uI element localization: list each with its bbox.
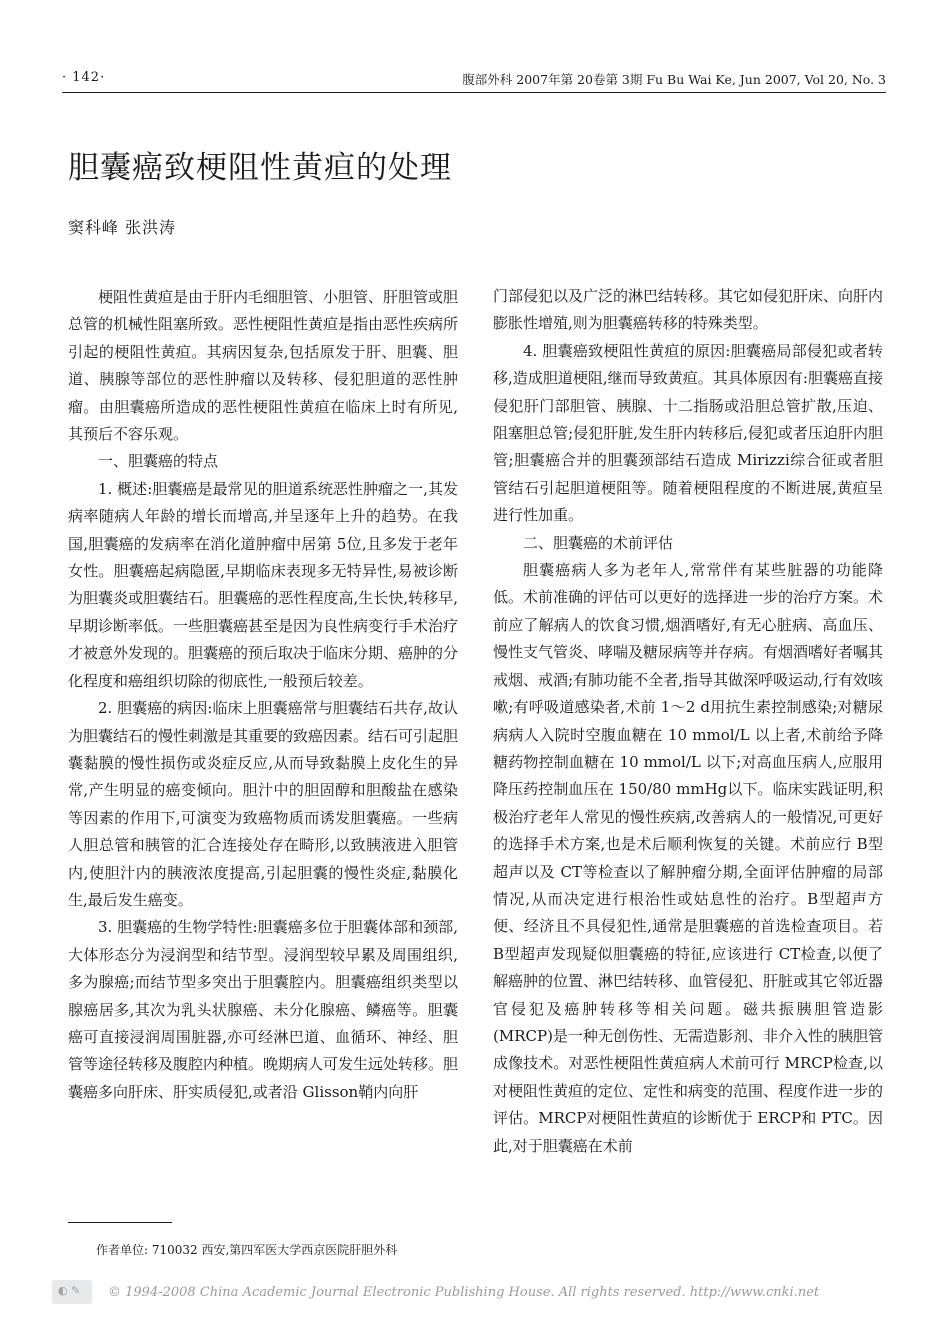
paragraph: 3. 胆囊癌的生物学特性:胆囊癌多位于胆囊体部和颈部,大体形态分为浸润型和结节型。浸润型较早累及周围组织,多为腺癌;而结节型多突出于胆囊腔内。胆囊癌组织类型以腺癌居多,其次为乳头状腺癌、未分化腺癌、鳞癌等。胆囊癌可直接浸润周围脏器,亦可经淋巴道、血循环、神经、胆管等途径转移及腹腔内种植。晚期病人可发生远处转移。胆囊癌多向肝床、肝实质侵犯,或者沿 Glisson鞘内向肝 bbox=[68, 918, 459, 1101]
paragraph: 门部侵犯以及广泛的淋巴结转移。其它如侵犯肝床、向肝内膨胀性增殖,则为胆囊癌转移的特殊类型。 bbox=[493, 287, 884, 333]
paragraph: 2. 胆囊癌的病因:临床上胆囊癌常与胆囊结石共存,故认为胆囊结石的慢性刺激是其重要的致癌因素。结石可引起胆囊黏膜的慢性损伤或炎症反应,从而导致黏膜上皮化生的异常,产生明显的癌变倾向。胆汁中的胆固醇和胆酸盐在感染等因素的作用下,可演变为致癌物质而诱发胆囊癌。一些病人胆总管和胰管的汇合连接处存在畸形,以致胰液进入胆管内,使胆汁内的胰液浓度提高,引起胆囊的慢性炎症,黏膜化生,最后发生癌变。 bbox=[68, 699, 459, 909]
copyright-footer[interactable]: © 1994-2008 China Academic Journal Electronic Publishing House. All rights reserved. http://www.cnki.net bbox=[108, 1285, 820, 1300]
paragraph: 1. 概述:胆囊癌是最常见的胆道系统恶性肿瘤之一,其发病率随病人年龄的增长而增高,并呈逐年上升的趋势。在我国,胆囊癌的发病率在消化道肿瘤中居第 5位,且多发于老年女性。胆囊癌起病隐匿,早期临床表现多无特异性,易被诊断为胆囊炎或胆囊结石。胆囊癌的恶性程度高,生长快,转移早,早期诊断率低。一些胆囊癌甚至是因为良性病变行手术治疗才被意外发现的。胆囊癌的预后取决于临床分期、癌肿的分化程度和癌组织切除的彻底性,一般预后较差。 bbox=[68, 479, 459, 690]
header-divider bbox=[62, 92, 886, 93]
right-column bbox=[493, 283, 883, 1160]
paragraph: 胆囊癌病人多为老年人,常常伴有某些脏器的功能降低。术前准确的评估可以更好的选择进一步的治疗方案。术前应了解病人的饮食习惯,烟酒嗜好,有无心脏病、高血压、慢性支气管炎、哮喘及糖尿病等并存病。有烟酒嗜好者嘱其戒烟、戒酒;有肺功能不全者,指导其做深呼吸运动,行有效咳嗽;有呼吸道感染者,术前 1～2 d用抗生素控制感染;对糖尿病病人入院时空腹血糖在 10 mmol/L 以上者,术前给予降糖药物控制血糖在 10 mmol/L 以下;对高血压病人,应服用降压药控制血压在 150/80 mmHg以下。临床实践证明,积极治疗老年人常见的慢性疾病,改善病人的一般情况,可更好的选择手术方案,也是术后顺利恢复的关键。术前应行 B型超声以及 CT等检查以了解肿瘤分期,全面评估肿瘤的局部情况,从而决定进行根治性或姑息性的治疗。B型超声方便、经济且不具侵犯性,通常是胆囊癌的首选检查项目。若 B型超声发现疑似胆囊癌的特征,应该进行 CT检查,以便了解癌肿的位置、淋巴结转移、血管侵犯、肝脏或其它邻近器官侵犯及癌肿转移等相关问题。磁共振胰胆管造影 (MRCP)是一种无创伤性、无需造影剂、非介入性的胰胆管成像技术。对恶性梗阻性黄疸病人术前可行 MRCP检查,以对梗阻性黄疸的定位、定性和病变的范围、程度作进一步的评估。MRCP对梗阻性黄疸的诊断优于 ERCP和 PTC。因此,对于胆囊癌在术前 bbox=[493, 561, 884, 1155]
cnki-logo-icon: ◐ ✎ bbox=[52, 1280, 92, 1304]
section-heading: 一、胆囊癌的特点 bbox=[98, 452, 219, 471]
author-affiliation: 作者单位: 710032 西安,第四军医大学西京医院肝胆外科 bbox=[96, 1243, 398, 1257]
page-number: · 142· bbox=[62, 70, 106, 85]
section-heading: 二、胆囊癌的术前评估 bbox=[523, 533, 674, 552]
paragraph: 4. 胆囊癌致梗阻性黄疸的原因:胆囊癌局部侵犯或者转移,造成胆道梗阻,继而导致黄疸。其具体原因有:胆囊癌直接侵犯肝门部胆管、胰腺、十二指肠或沿胆总管扩散,压迫、阻塞胆总管;侵犯肝脏,发生肝内转移后,侵犯或者压迫肝内胆管;胆囊癌合并的胆囊颈部结石造成 Mirizzi综合征或者胆管结石引起胆道梗阻等。随着梗阻程度的不断进展,黄疸呈进行性加重。 bbox=[493, 341, 883, 525]
article-authors: 窦科峰 张洪涛 bbox=[68, 218, 177, 237]
footnote-divider bbox=[68, 1222, 172, 1223]
journal-info: 腹部外科 2007年第 20卷第 3期 Fu Bu Wai Ke, Jun 2007, Vol 20, No. 3 bbox=[462, 72, 886, 87]
left-column bbox=[68, 284, 458, 1106]
article-title: 胆囊癌致梗阻性黄疸的处理 bbox=[68, 150, 452, 186]
paragraph: 梗阻性黄疸是由于肝内毛细胆管、小胆管、肝胆管或胆总管的机械性阻塞所致。恶性梗阻性黄疸是指由恶性疾病所引起的梗阻性黄疸。其病因复杂,包括原发于肝、胆囊、胆道、胰腺等部位的恶性肿瘤以及转移、侵犯胆道的恶性肿瘤。由胆囊癌所造成的恶性梗阻性黄疸在临床上时有所见,其预后不容乐观。 bbox=[68, 288, 459, 444]
